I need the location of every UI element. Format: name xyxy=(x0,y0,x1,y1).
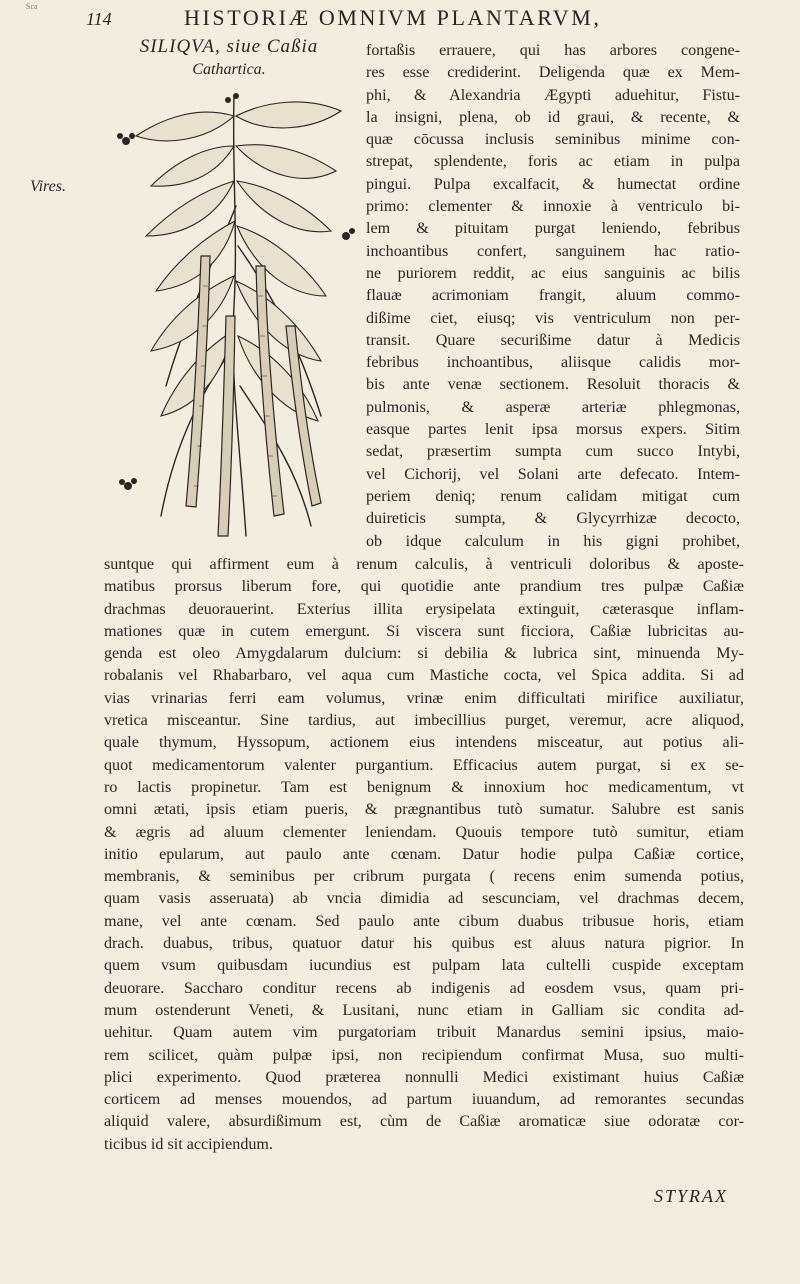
text-line: rem scilicet, quàm pulpæ ipsi, non recipiendum confirmat Musa, suo multi- xyxy=(104,1046,744,1064)
text-line: deuorare. Saccharo conditur recens ab indigenis ad eosdem vsus, quam pri- xyxy=(104,979,744,997)
text-line: matibus prorsus liberum fore, qui quotidie ante prandium tres pulpæ Caßiæ xyxy=(104,578,744,596)
text-line: quam vasis asseruata) ab vncia dimidia ad sescunciam, vel drachmas decem, xyxy=(104,890,744,908)
plant-title xyxy=(124,35,334,81)
text-line: lem & pituitam purgat leniendo, febribus xyxy=(366,220,740,238)
text-line: vel Cichorij, vel Solani arte defecato. Intem- xyxy=(366,465,740,483)
text-line: drachmas deuorauerint. Exterius illita erysipelata extinguit, cæterasque inflam- xyxy=(104,600,744,618)
text-line: drach. duabus, tribus, quatuor datur his quibus est aluus natura pigrior. In xyxy=(104,935,744,953)
text-line: periem deniq; renum calidam mitigat cum xyxy=(366,487,740,505)
text-line: initio epularum, aut paulo ante cœnam. Datur hodie pulpa Caßiæ cortice, xyxy=(104,845,744,863)
text-line: mationes quæ in cutem emergunt. Si viscera sunt ficciora, Caßiæ lubricitas au- xyxy=(104,622,744,640)
page-number: 114 xyxy=(86,9,112,29)
text-line: duireticis sumpta, & Glycyrrhizæ decocto, xyxy=(366,510,740,528)
text-line: mane, vel ante cœnam. Sed paulo ante cibum duabus tribusue horis, etiam xyxy=(104,912,744,930)
text-line: aliquid valere, absurdißimum est, cùm de Caßiæ aromaticæ siue odoratæ cor- xyxy=(104,1113,744,1131)
text-line: membranis, & seminibus per cribrum purgata ( recens enim sumenda potius, xyxy=(104,868,744,886)
text-line: vias vrinarias ferri eam volumus, vrinæ enim difficultati mirifice auxiliatur, xyxy=(104,689,744,707)
text-line: ne puriorem reddit, ac eius sanguinis ac bilis xyxy=(366,264,740,282)
text-line: inchoantibus confert, sanguinem hac ratio- xyxy=(366,242,740,260)
text-line: quæ cōcussa inclusis seminibus minime con- xyxy=(366,131,740,149)
text-line: res esse crediderint. Deligenda quæ ex Mem- xyxy=(366,64,740,82)
text-line: bis ante venæ sectionem. Resoluit thoracis & xyxy=(366,376,740,394)
text-line: mum ostenderunt Veneti, & Lusitani, nunc etiam in Galliam sic condita ad- xyxy=(104,1001,744,1019)
text-line: pulmonis, & asperæ arteriæ phlegmonas, xyxy=(366,398,740,416)
text-line: easque partes lenit ipsa morsus expers. Sitim xyxy=(366,421,740,439)
text-line: flauæ acrimoniam frangit, aluum commo- xyxy=(366,287,740,305)
siliqua-cassia-woodcut-icon xyxy=(106,86,368,546)
text-line: plici experimento. Quod præterea nonnulli Medici existimant huius Caßiæ xyxy=(104,1068,744,1086)
text-line: dißime ciet, eiusq; vis ventriculum non per- xyxy=(366,309,740,327)
text-line: sedat, præsertim sumpta cum succo Intybi, xyxy=(366,443,740,461)
text-line: transit. Quare securißime datur à Medicis xyxy=(366,331,740,349)
text-line: febribus inchoantibus, aliisque calidis mor- xyxy=(366,354,740,372)
full-width-text xyxy=(104,554,744,1156)
text-line: fortaßis errauere, qui has arbores congene- xyxy=(366,42,740,59)
plant-title-line1: SILIQVA, siue Caßia xyxy=(139,36,319,57)
text-line: strepat, splendente, foris ac etiam in pulpa xyxy=(366,153,740,171)
right-column-text xyxy=(366,40,740,553)
text-line: primo: clementer & innoxie à ventriculo bi- xyxy=(366,198,740,216)
text-line: ro lactis propinetur. Tam est benignum & innoxium hoc medicamentum, vt xyxy=(104,778,744,796)
text-line: vretica misceantur. Sine tardius, aut imbecillius purget, veremur, acre aliquod, xyxy=(104,712,744,730)
text-line: ob idque calculum in his gigni prohibet, xyxy=(366,532,740,550)
plant-title-line2: Cathartica. xyxy=(192,61,266,78)
text-line: genda est oleo Amygdalarum dulcium: si debilia & lubrica sint, minuenda My- xyxy=(104,645,744,663)
text-line: quot medicamentorum valenter purgantium. Efficacius autem purgat, si ex se- xyxy=(104,756,744,774)
text-line: ticibus id sit accipiendum. xyxy=(104,1135,273,1153)
text-line: quale thymum, Hyssopum, actionem eius intendens misceatur, aut potius ali- xyxy=(104,734,744,752)
text-line: la insigni, plena, ob id graui, & recente, & xyxy=(366,108,740,126)
text-line: pingui. Pulpa excalfacit, & humectat ordine xyxy=(366,175,740,193)
text-line: robalanis vel Rhabarbaro, vel aqua cum Mastiche cocta, vel Spica addita. Si ad xyxy=(104,667,744,685)
text-line: phi, & Alexandria Ægypti aduehitur, Fistu- xyxy=(366,86,740,104)
text-line: uehitur. Quam autem vim purgatoriam tribuit Manardus semini ipsius, maio- xyxy=(104,1024,744,1042)
text-line: suntque qui affirment eum à renum calculis, à ventriculi doloribus & aposte- xyxy=(104,556,744,573)
catchword: STYRAX xyxy=(653,1186,728,1206)
text-line: omni ætati, ipsis etiam pueris, & prægnantibus tutò sumatur. Salubre est sanis xyxy=(104,801,744,819)
printer-signature: Sca xyxy=(26,2,38,11)
text-line: quem vsum quibusdam iucundius est pulpam lata cultelli cuspide exceptam xyxy=(104,957,744,975)
text-line: corticem ad menses mouendos, ad partum iuuandum, ad remorantes secundas xyxy=(104,1091,744,1109)
running-head: HISTORIÆ OMNIVM PLANTARVM, xyxy=(184,5,602,30)
margin-note: Vires. xyxy=(30,178,66,195)
text-line: & ægris ad aluum clementer leniendam. Quouis tempore tutò sumitur, etiam xyxy=(104,823,744,841)
